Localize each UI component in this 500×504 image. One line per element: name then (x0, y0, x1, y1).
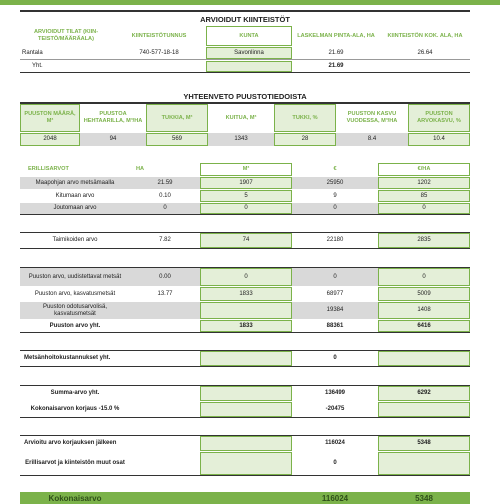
values-row-korjaus (20, 402, 470, 418)
values-header-eurha: €/HA (378, 163, 470, 176)
values-m3 (200, 386, 292, 401)
values-ha: 13.77 (157, 290, 173, 297)
values-eurha: 2835 (378, 233, 470, 248)
estate-total-area: 26.64 (417, 49, 433, 56)
values-label: Kokonaisarvon korjaus -15.0 % (30, 406, 120, 412)
values-ha (130, 452, 200, 475)
values-m3 (200, 436, 292, 451)
values-eur: 136499 (324, 390, 346, 396)
estates-row (20, 47, 470, 60)
estates-header-kunta: KUNTA (206, 26, 292, 46)
total-value-label: Kokonaisarvo (48, 493, 102, 503)
values-ha (130, 302, 200, 319)
values-row-kitumaa (20, 190, 470, 202)
values-eurha: 0 (378, 203, 470, 214)
values-header-eur: € (333, 166, 337, 172)
summary-header-kasvu: PUUSTON KASVU VUODESSA, M³/HA (346, 111, 398, 124)
values-row-arvioitu (20, 435, 470, 451)
values-row-puusto-yht (20, 320, 470, 333)
estates-header-kok-ala: KIINTEISTÖN KOK. ALA, HA (387, 32, 463, 39)
values-row-taimikot (20, 232, 470, 249)
values-eurha: 5348 (378, 436, 470, 451)
values-row-maapohja (20, 177, 470, 189)
values-eur: 0 (333, 205, 337, 211)
values-row-joutomaa (20, 203, 470, 215)
values-eur: 9 (333, 192, 337, 199)
values-eur: 0 (333, 273, 337, 280)
values-m3: 0 (200, 203, 292, 214)
estates-header-tilat: ARVIOIDUT TILAT (KIIN-TEISTÖ/MÄÄRÄALA) (33, 29, 99, 42)
values-ha (130, 320, 200, 332)
estates-total-label: Yht. (32, 63, 43, 69)
values-label: Maapohjan arvo metsämaalla (35, 179, 115, 186)
values-eurha (378, 452, 470, 475)
values-row-odotusarvolisa (20, 302, 470, 319)
values-ha: 0 (163, 205, 167, 211)
values-label: Arvioitu arvo korjauksen jälkeen (24, 440, 117, 446)
values-ha (130, 386, 200, 401)
values-ha: 7.82 (159, 237, 171, 243)
values-ha: 21.59 (157, 179, 173, 186)
values-row-kasvatusmetsat (20, 287, 470, 301)
estates-header-pinta-ala: LASKELMAN PINTA-ALA, HA (297, 32, 375, 39)
estates-total-kunta-cell (206, 61, 292, 72)
values-eurha: 85 (378, 190, 470, 202)
values-label: Erillisarvot ja kiinteistön muut osat (25, 460, 125, 466)
values-label: Summa-arvo yht. (50, 390, 100, 396)
summary-tukki-pct: 28 (274, 133, 336, 146)
values-ha: 0.10 (159, 192, 171, 199)
values-m3 (200, 302, 292, 319)
values-eur: 19384 (326, 307, 344, 313)
values-eurha: 6292 (378, 386, 470, 401)
values-eur: -20475 (325, 406, 345, 412)
estates-total-value: 21.69 (328, 63, 344, 69)
values-eurha: 6416 (378, 320, 470, 332)
summary-kasvu: 8.4 (336, 133, 408, 146)
top-accent-bar (0, 0, 500, 5)
values-m3: 1833 (200, 320, 292, 332)
values-eur: 116024 (325, 440, 345, 446)
estates-header-tunnus: KIINTEISTÖTUNNUS (131, 32, 187, 39)
summary-kuitua: 1343 (208, 133, 274, 146)
values-eur: 0 (333, 460, 337, 466)
values-ha (130, 402, 200, 417)
total-value-bar (20, 492, 470, 504)
values-eurha: 5009 (378, 287, 470, 301)
values-eur: 68977 (326, 290, 344, 297)
values-label: Puuston arvo yht. (49, 322, 101, 329)
values-row-summa (20, 385, 470, 401)
values-row-uudistettavat (20, 267, 470, 286)
values-m3: 74 (200, 233, 292, 248)
summary-header-tukki-pct: TUKKI, % (274, 104, 336, 132)
summary-header-arvokasvu: PUUSTON ARVOKASVU, % (408, 104, 470, 132)
values-label: Puuston arvo, kasvatusmetsät (34, 290, 116, 297)
summary-hehtaari: 94 (80, 133, 146, 146)
estate-id: 740-577-18-18 (139, 49, 179, 56)
values-eur: 25950 (326, 179, 344, 186)
estate-kunta: Savonlinna (206, 47, 292, 59)
estates-title: ARVIOIDUT KIINTEISTÖT (20, 10, 470, 24)
summary-title: YHTEENVETO PUUSTOTIEDOISTA (183, 92, 307, 101)
values-ha (130, 351, 200, 366)
values-ha (130, 436, 200, 451)
summary-header-row (20, 102, 470, 132)
values-label: Metsänhoitokustannukset yht. (24, 355, 111, 361)
summary-tukkia: 569 (146, 133, 208, 146)
values-m3: 5 (200, 190, 292, 202)
summary-header-kuitua: KUITUA, M³ (225, 114, 257, 121)
values-eur: 88361 (326, 322, 344, 329)
summary-header-hehtaari: PUUSTOA HEHTAARILLA, M³/HA (83, 111, 143, 124)
summary-arvokasvu: 10.4 (408, 133, 470, 146)
estate-name: Rantala (22, 49, 43, 56)
summary-values-row (20, 133, 470, 146)
values-eurha (378, 351, 470, 366)
values-m3: 1907 (200, 177, 292, 189)
values-eur: 22180 (326, 237, 344, 243)
values-eurha: 1202 (378, 177, 470, 189)
values-eurha (378, 402, 470, 417)
estates-total-row (20, 61, 470, 73)
values-label: Kitumaan arvo (55, 192, 95, 199)
summary-header-tukkia: TUKKIA, M³ (146, 104, 208, 132)
summary-maara: 2048 (20, 133, 80, 146)
values-eurha: 0 (378, 268, 470, 286)
estate-area: 21.69 (328, 49, 344, 56)
values-header-m3: M³ (200, 163, 292, 176)
values-label: Joutomaan arvo (53, 205, 97, 211)
values-m3: 0 (200, 268, 292, 286)
values-m3 (200, 402, 292, 417)
values-m3 (200, 452, 292, 475)
estates-header-row (20, 26, 470, 46)
values-header-ha: HA (136, 166, 145, 172)
values-eur: 0 (333, 355, 337, 361)
summary-header-maara: PUUSTON MÄÄRÄ, M³ (20, 104, 80, 132)
total-value-eurha: 5348 (415, 493, 433, 503)
values-row-metsanhoito (20, 350, 470, 367)
values-m3 (200, 351, 292, 366)
values-eurha: 1408 (378, 302, 470, 319)
values-label: Taimikoiden arvo (52, 237, 98, 243)
values-label: Puuston odotusarvolisä, kasvatusmetsät (42, 303, 108, 317)
values-m3: 1833 (200, 287, 292, 301)
values-header-label: ERILLISARVOT (28, 166, 69, 172)
total-value-eur: 116024 (321, 493, 349, 503)
values-label: Puuston arvo, uudistettavat metsät (28, 273, 122, 280)
values-header-row (20, 163, 470, 176)
values-ha: 0.00 (159, 273, 171, 280)
values-row-erillisarvot (20, 452, 470, 476)
